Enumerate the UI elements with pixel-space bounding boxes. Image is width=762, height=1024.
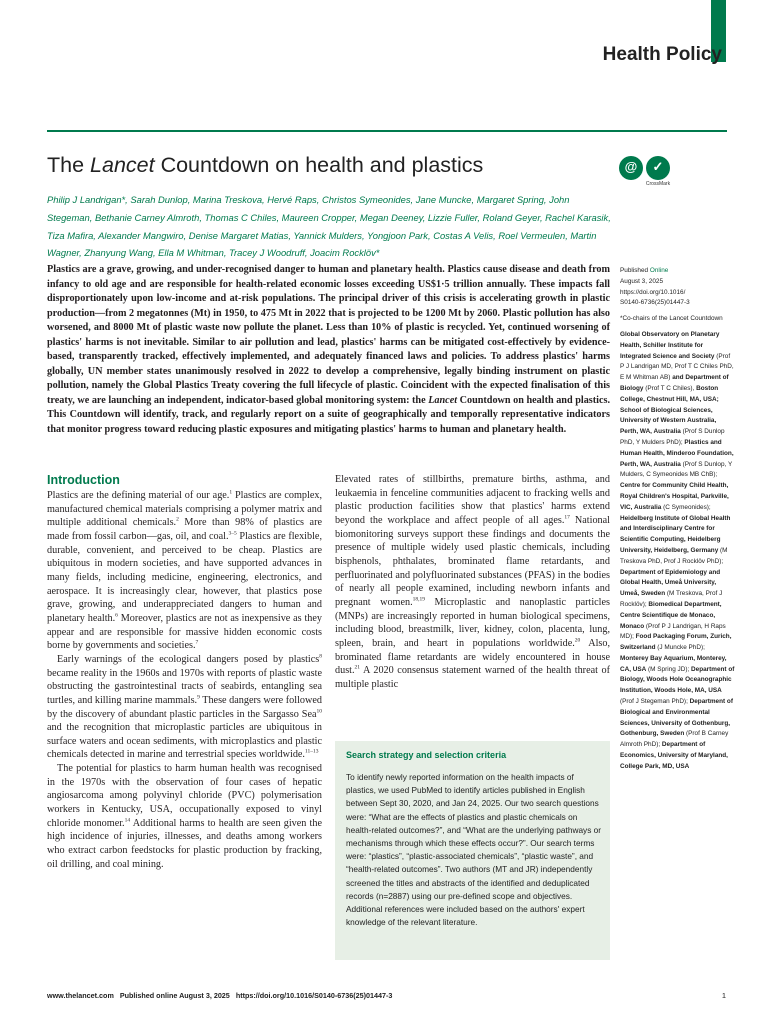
header-rule <box>47 130 727 132</box>
reference-marker[interactable]: 17 <box>564 514 570 521</box>
abstract-part1: Plastics are a grave, growing, and under-recognised danger to human and planetary health. Plastics cause disease and death from infancy to old age and are responsible for health-related economic losses exceeding US$1·5 trillion annually. These impacts fall disproportionately upon low-income and at-risk populations. The principal driver of this crisis is accelerating growth in plastic production—from 2 megatonnes (Mt) in 1950, to 475 Mt in 2022 that is projected to be 1200 Mt by 2060. Plastic pollution has also worsened, and 8000 Mt of plastic waste now pollute the planet. Less than 10% of plastic is recycled. Yet, continued worsening of plastics' harms is not inevitable. Similar to air pollution and lead, plastics' harms can be mitigated cost-effectively by evidence-based, transparently tracked, effectively implemented, and adequately financed laws and policies. To address plastics' harms globally, UN member states unanimously resolved in 2022 to develop a comprehensive, legally binding instrument on plastic pollution, namely the Global Plastics Treaty covering the full lifecycle of plastic. Coincident with the expected finalisation of this treaty, we are launching an independent, indicator-based global monitoring system: the <box>47 264 610 406</box>
paragraph-text: became reality in the 1960s and 1970s with reports of plastic waste obstructing the gastrointestinal tracts of seabirds, entangling sea turtles, and killing marine mammals. <box>47 667 322 706</box>
reference-marker[interactable]: 2 <box>176 516 179 523</box>
published-prefix: Published <box>620 267 650 274</box>
paragraph <box>47 762 322 871</box>
reference-marker[interactable]: 14 <box>124 817 131 824</box>
affiliation: Monterey Bay Aquarium, Monterey, CA, USA <box>620 654 727 673</box>
affiliation-authors: (Prof S Dunlop, Y Mulders, C Symeonides MB ChB); <box>620 460 733 479</box>
affiliation-authors: (C Symeonides); <box>661 503 711 511</box>
affiliation: Heidelberg Institute of Global Health and Interdisciplinary Centre for Scientific Computing, Heidelberg University, Heidelberg, Germany <box>620 514 731 554</box>
body-column-2 <box>335 473 610 692</box>
reference-marker[interactable]: 21 <box>354 664 361 671</box>
footer <box>47 991 392 1000</box>
footer-site-link[interactable]: www.thelancet.com <box>47 991 114 1000</box>
paragraph-text: Also, brominated flame retardants are widely encountered in house dust. <box>335 637 611 677</box>
open-access-icon[interactable]: @ <box>619 156 643 180</box>
paragraph-text: Additional harms to health are seen given the high incidence of injuries, illnesses, and deaths among workers who extract carbon feedstocks for plastic production by fracking, oil drilling, and coal mining. <box>47 817 323 870</box>
reference-marker[interactable]: 7 <box>195 639 199 646</box>
reference-marker[interactable]: 3–5 <box>228 530 237 537</box>
paragraph-text: More than 98% of plastics are made from fossil carbon—gas, oil, and coal. <box>47 517 322 542</box>
footer-published: Published online August 3, 2025 <box>119 991 230 1000</box>
page-number: 1 <box>721 991 726 1000</box>
doi-code[interactable]: S0140-6736(25)01447-3 <box>620 299 690 307</box>
sidebar <box>620 266 735 778</box>
paragraph <box>47 653 322 762</box>
paragraph-text: Plastics are the defining material of our age. <box>47 490 230 501</box>
title-italic: Lancet <box>90 153 155 177</box>
section-label: Health Policy <box>602 44 722 65</box>
affiliation: Plastics and Human Health, Minderoo Foundation, Perth, WA, Australia <box>620 438 734 468</box>
affiliation: Department of Biological and Environmental Sciences, University of Gothenburg, Gothenburg, Sweden <box>620 698 733 738</box>
affiliation-authors: (Prof S Dunlop PhD, Y Mulders PhD); <box>620 428 725 446</box>
body-column-1 <box>47 489 322 871</box>
paragraph-text: A 2020 consensus statement warned of the health threat of multiple plastic <box>335 665 610 690</box>
affiliation-authors: (Prof B Carney Almroth PhD); <box>620 730 729 749</box>
reference-marker[interactable]: 10 <box>316 708 322 715</box>
abstract <box>47 263 610 438</box>
paragraph-text: The potential for plastics to harm human health was recognised in the 1970s with the observation of four cases of hepatic angiosarcoma among polyvinyl chloride (PVC) polymerisation workers in Kentucky, USA, occupationally exposed to vinyl chloride monomer. <box>47 763 322 829</box>
affiliation-authors: (M Treskova, Prof J Rocklöv); <box>620 590 723 608</box>
paragraph-text: Moreover, plastics are not as inexpensive as they appear and are responsible for massive hidden economic costs borne by governments and societies. <box>47 612 322 652</box>
affiliation: Department of Epidemiology and Global Health, Umeå University, Umeå, Sweden <box>620 568 721 598</box>
paragraph-text: Plastics are flexible, durable, convenient, and perceived to be cheap. Plastics are ubiquitous in modern societies, and have supported advances in many fields, including medicine, engineering, electronics, and aerospace. It is increasingly clear, however, that plastics pose grave, growing, and underappreciated dangers to human and planetary health. <box>47 530 322 624</box>
reference-marker[interactable]: 20 <box>574 637 581 644</box>
affiliation: Department of Biology, Woods Hole Oceanographic Institution, Woods Hole, MA, USA <box>620 665 735 695</box>
search-strategy-text: To identify newly reported information on the health impacts of plastics, we used PubMed to identify articles published in English between Sept 30, 2020, and Jan 24, 2025. Our two search questions were: “What are the effects of plastics and plastic chemicals on health-related outcomes?”, and “What are the underlying pathways or mechanisms through which these effects occur?”. Our search terms were: “plastics”, “plastic-associated chemicals”, “plastic waste”, and “health-related outcomes”. Two authors (MT and JR) independently screened the titles and abstracts of the identified and deduplicated records (n=2887) using our pre-defined scope and objectives. Additional references were included based on the authors' expert knowledge of the relevant literature. <box>346 772 602 928</box>
abstract-italic: Lancet <box>428 394 458 406</box>
paragraph-text: and the recognition that microplastic particles are ubiquitous in surface waters and ocean sediments, with microplastics and plastic chemicals detected in marine and terrestrial species worldwide. <box>47 722 322 761</box>
affiliation: Boston College, Chestnut Hill, MA, USA; School of Biological Sciences, University of Western Australia, Perth, WA, Australia <box>620 384 719 436</box>
affiliations <box>620 330 735 773</box>
affiliation-authors: (M Spring JD); <box>646 665 692 673</box>
reference-marker[interactable]: 18,19 <box>412 596 426 603</box>
doi-url[interactable]: https://doi.org/10.1016/ <box>620 288 686 296</box>
published-date: August 3, 2025 <box>620 277 663 285</box>
abstract-part2: Countdown on health and plastics. This Countdown will identify, track, and regularly report on a suite of geographically and temporally representative indicators that monitor progress toward reducing plastic exposures and mitigating plastics' harms to human and planetary health. <box>47 394 611 436</box>
paragraph-text: Early warnings of the ecological dangers posed by plastics <box>57 653 320 665</box>
paragraph-text: Plastics are complex, manufactured chemical materials comprising a polymer matrix and multiple additional chemicals. <box>47 490 322 529</box>
affiliation: Department of Economics, University of Maryland, College Park, MD, USA <box>620 741 728 770</box>
paragraph-text: Microplastic and nanoplastic particles (MNPs) are increasingly reported in human biological specimens, including blood, breastmilk, liver, kidney, colon, placenta, lung, spleen, brain, and heart in populations worldwide. <box>335 596 610 649</box>
reference-marker[interactable]: 6 <box>115 612 118 619</box>
paragraph-text: National biomonitoring surveys support these findings and documents the presence of multiple widely used plastic chemicals, including bisphenols, phthalates, brominated flame retardants, and perfluorinated and polyfluorinated substances (PFAS) in the bodies of nearly all people examined, including newborn infants and pregnant women. <box>335 514 610 608</box>
affiliation-authors: (Prof J Stegeman PhD); <box>620 698 690 706</box>
publication-info <box>620 266 735 309</box>
reference-marker[interactable]: 9 <box>197 694 200 701</box>
affiliation: Centre for Community Child Health, Royal Children's Hospital, Parkville, VIC, Australia <box>620 482 729 511</box>
affiliation: Biomedical Department, Centre Scientifique de Monaco, Monaco <box>620 600 722 630</box>
paragraph-text: Elevated rates of stillbirths, premature births, asthma, and leukaemia in fenceline communities adjacent to fracking wells and plastic production facilities show that plastics' harms extend beyond the workplace and affect people of all ages. <box>335 474 610 526</box>
paragraph-text: These dangers were followed by the discovery of abundant plastic particles in the Sargasso Sea <box>47 694 322 720</box>
affiliation: Food Packaging Forum, Zurich, Switzerland <box>620 633 732 652</box>
paragraph <box>47 489 322 653</box>
crossmark-label: CrossMark <box>645 181 671 187</box>
article-title <box>47 153 483 178</box>
paragraph <box>335 473 610 692</box>
footer-doi-link[interactable]: https://doi.org/10.1016/S0140-6736(25)01447-3 <box>235 991 393 1000</box>
title-post: Countdown on health and plastics <box>154 153 484 177</box>
published-online-link[interactable]: Online <box>649 267 669 274</box>
reference-marker[interactable]: 1 <box>229 489 233 496</box>
reference-marker[interactable]: 11–13 <box>304 749 319 756</box>
affiliation-authors: (J Muncke PhD); <box>655 644 705 652</box>
affiliation: and Department of Biology <box>620 374 729 392</box>
search-strategy-title: Search strategy and selection criteria <box>346 750 507 760</box>
cochairs-note: *Co-chairs of the Lancet Countdown <box>620 315 723 323</box>
reference-marker[interactable]: 8 <box>319 653 322 660</box>
affiliation-authors: (M Treskova PhD, Prof J Rocklöv PhD); <box>620 546 728 565</box>
search-strategy-panel <box>335 741 610 960</box>
affiliation-authors: (Prof T C Chiles), <box>643 384 697 392</box>
title-pre: The <box>47 153 91 177</box>
author-list: Philip J Landrigan*, Sarah Dunlop, Marina Treskova, Hervé Raps, Christos Symeonides, Jane Muncke, Margaret Spring, John Stegeman, Bethanie Carney Almroth, Thomas C Chiles, Maureen Cropper, Megan Deeney, Lizzie Fuller, Roland Geyer, Rachel Karasik, Tiza Mafira, Alexander Mangwiro, Denise Margaret Matias, Yannick Mulders, Yongjoon Park, Costas A Velis, Roel Vermeulen, Martin Wagner, Zhanyung Wang, Ella M Whitman, Tracey J Woodruff, Joacim Rocklöv* <box>47 194 611 259</box>
affiliation-authors: (Prof P J Landrigan MD, Prof T C Chiles PhD, E M Whitman AB) <box>620 352 734 382</box>
affiliation: Global Observatory on Planetary Health, Schiller Institute for Integrated Science and Society <box>620 330 720 360</box>
introduction-heading: Introduction <box>47 473 120 487</box>
crossmark-icon[interactable]: ✓ <box>646 156 670 180</box>
affiliation-authors: (Prof P J Landrigan, H Raps MD); <box>620 622 726 641</box>
